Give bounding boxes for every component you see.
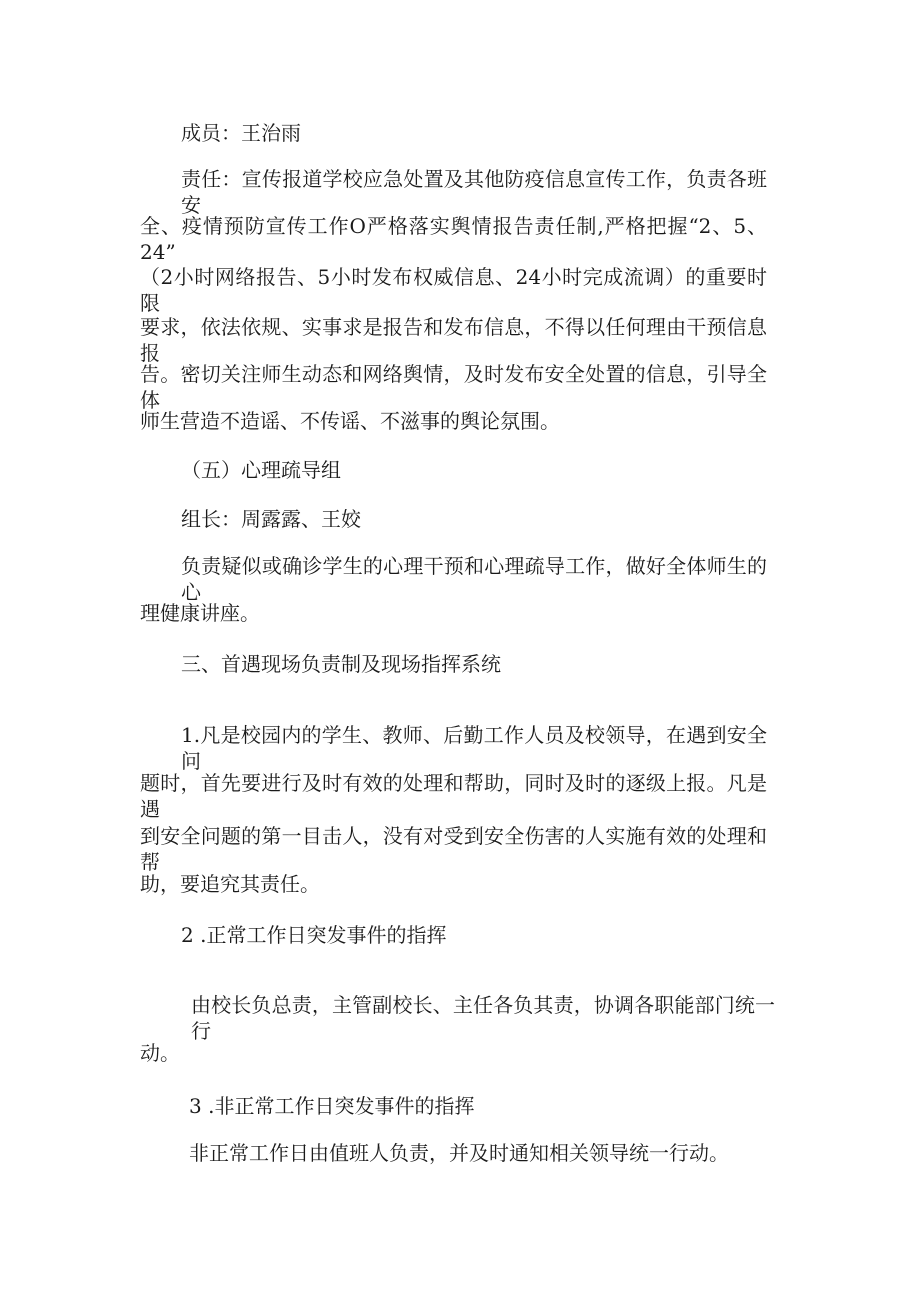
item1-line: 题时，首先要进行及时有效的处理和帮助，同时及时的逐级上报。凡是遇 xyxy=(140,771,767,821)
item3-heading: 3 .非正常工作日突发事件的指挥 xyxy=(189,1094,475,1118)
section3-heading: 三、首遇现场负责制及现场指挥系统 xyxy=(181,652,501,676)
members-line: 成员：王治雨 xyxy=(181,121,301,145)
item3-line: 非正常工作日由值班人负责，并及时通知相关领导统一行动。 xyxy=(189,1141,729,1165)
responsibility-line: （2小时网络报告、5小时发布权威信息、24小时完成流调）的重要时限 xyxy=(140,265,767,315)
item1-line: 1.凡是校园内的学生、教师、后勤工作人员及校领导，在遇到安全问 xyxy=(181,723,767,773)
section5-line: 负责疑似或确诊学生的心理干预和心理疏导工作，做好全体师生的心 xyxy=(181,554,767,604)
section5-heading: （五）心理疏导组 xyxy=(181,458,341,482)
section5-line: 理健康讲座。 xyxy=(140,601,260,625)
responsibility-line: 全、疫情预防宣传工作O严格落实舆情报告责任制,严格把握“2、5、24” xyxy=(140,214,767,264)
item2-heading: 2 .正常工作日突发事件的指挥 xyxy=(181,923,447,947)
responsibility-line: 师生营造不造谣、不传谣、不滋事的舆论氛围。 xyxy=(140,409,560,433)
item2-line: 动。 xyxy=(140,1041,180,1065)
responsibility-line: 要求，依法依规、实事求是报告和发布信息，不得以任何理由干预信息报 xyxy=(140,315,767,365)
section5-leaders: 组长：周露露、王姣 xyxy=(181,507,361,531)
item1-line: 助，要追究其责任。 xyxy=(140,872,320,896)
responsibility-line: 告。密切关注师生动态和网络舆情，及时发布安全处置的信息，引导全体 xyxy=(140,362,767,412)
responsibility-line: 责任：宣传报道学校应急处置及其他防疫信息宣传工作，负责各班安 xyxy=(181,167,767,217)
item1-line: 到安全问题的第一目击人，没有对受到安全伤害的人实施有效的处理和帮 xyxy=(140,824,767,874)
item2-line: 由校长负总责，主管副校长、主任各负其责，协调各职能部门统一行 xyxy=(191,993,775,1043)
